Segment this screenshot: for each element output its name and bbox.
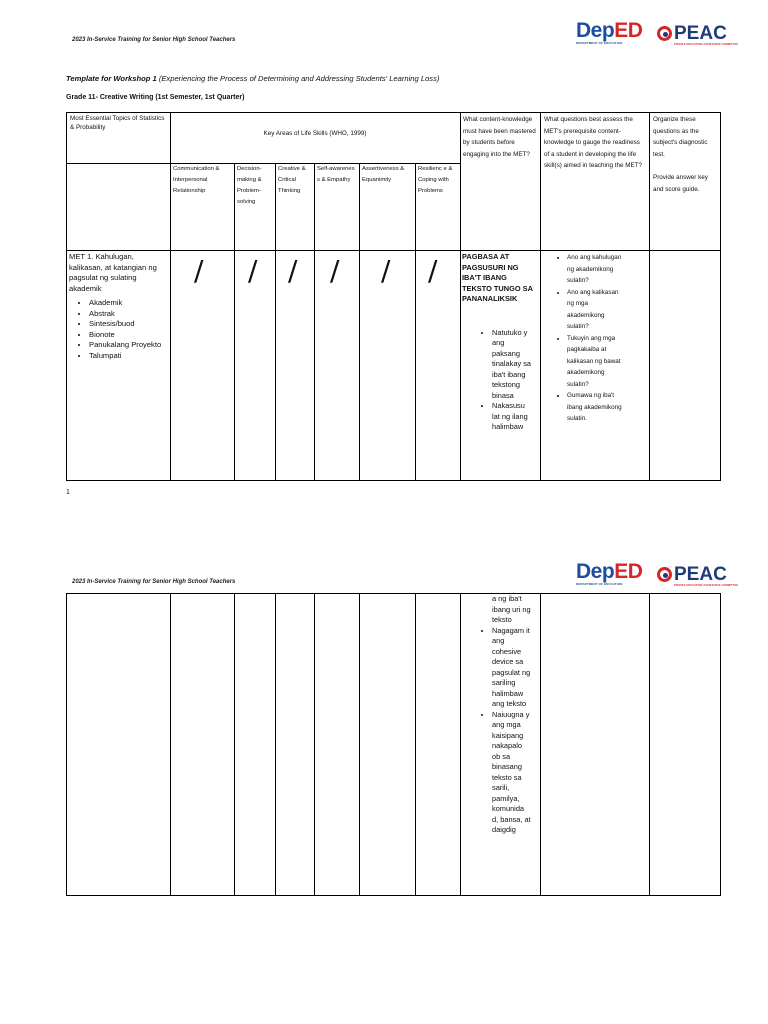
header-organize-1: Organize these questions as the subject's diagnostic test. (653, 116, 708, 158)
document-subtitle: Grade 11- Creative Writing (1st Semester, 1st Quarter) (66, 94, 245, 101)
subarea-creative-thinking: Creative & Critical Thinking (278, 166, 306, 194)
subarea-decision-making: Decision-making & Problem-solving (237, 166, 262, 205)
deped-logo-subtext: DEPARTMENT OF EDUCATION (576, 582, 623, 586)
page1-table (66, 112, 721, 480)
header-organize (653, 114, 717, 195)
peac-logo-text: PEAC (674, 23, 727, 44)
content-list-page2 (462, 626, 532, 836)
met-topic (69, 252, 169, 361)
peac-logo (657, 24, 738, 46)
met-title: MET 1. Kahulugan, kalikasan, at katangian ng pagsulat ng sulating akademik (69, 252, 157, 293)
list-item: • Sintesis/buod (89, 319, 169, 330)
deped-logo-text-2: ED (614, 19, 643, 42)
page-number: 1 (66, 489, 70, 496)
questions-list (542, 252, 625, 425)
slash-mark-creative: / (288, 254, 298, 287)
list-item: • Nakasusu lat ng ilang halimbaw (492, 401, 532, 433)
document-title-paren: (Experiencing the Process of Determining and Addressing Students' Learning Loss) (158, 74, 440, 83)
list-item: • Talumpati (89, 351, 169, 362)
header-key-areas: Key Areas of Life Skills (WHO, 1999) (263, 130, 367, 137)
subarea-communication: Communication & Interpersonal Relationship (173, 166, 220, 194)
content-continuation: a ng iba't ibang uri ng teksto (492, 594, 531, 624)
header-questions: What questions best assess the MET's prerequisite content-knowledge to gauge the readiness of a student in developing the life skill(s) aimed in teaching the MET? (544, 116, 642, 169)
slash-mark-assertiveness: / (381, 254, 391, 287)
page2-header-training-title: 2023 In-Service Training for Senior High School Teachers (72, 579, 236, 585)
deped-logo (576, 20, 642, 45)
peac-logo-subtext: PRIVATE EDUCATION ASSISTANCE COMMITTEE (674, 584, 739, 587)
page2-table (66, 593, 721, 896)
list-item: • Ano ang kalikasan ng mga akademikong sulatin? (567, 287, 625, 333)
content-knowledge-cell-page2 (462, 594, 538, 836)
questions-cell (542, 252, 646, 425)
list-item: • Bionote (89, 330, 169, 341)
subarea-self-awareness: Self-awarenes s & Empathy (317, 166, 355, 183)
peac-logo-subtext: PRIVATE EDUCATION ASSISTANCE COMMITTEE (674, 43, 739, 46)
document-title-main: Template for Workshop 1 (66, 74, 159, 83)
met-list (69, 298, 169, 361)
subarea-resilience: Resilienc e & Coping with Problems (418, 166, 453, 194)
list-item: • Gumawa ng iba't ibang akademikong sulatin. (567, 390, 625, 425)
slash-mark-resilience: / (428, 254, 438, 287)
header-content-knowledge: What content-knowledge must have been mastered by students before engaging into the MET? (463, 116, 536, 158)
deped-logo-subtext: DEPARTMENT OF EDUCATION (576, 41, 623, 45)
deped-logo-text-2: ED (614, 560, 643, 583)
list-item: • Ano ang kahulugan ng akademikong sulatin? (567, 252, 625, 287)
deped-logo-page2 (576, 561, 642, 586)
list-item: • Abstrak (89, 309, 169, 320)
peac-logo-page2 (657, 565, 738, 587)
content-heading: PAGBASA AT PAGSUSURI NG IBA'T IBANG TEKSTO TUNGO SA PANANALIKSIK (462, 252, 533, 303)
content-list (462, 328, 532, 433)
page1-header-training-title: 2023 In-Service Training for Senior High School Teachers (72, 37, 236, 43)
list-item: • Nagagam it ang cohesive device sa pagsulat ng sariling halimbaw ang teksto (492, 626, 532, 710)
list-item: • Akademik (89, 298, 169, 309)
content-knowledge-cell (462, 252, 538, 433)
header-organize-2: Provide answer key and score guide. (653, 174, 708, 193)
slash-mark-self-awareness: / (330, 254, 340, 287)
list-item: • Natutuko y ang paksang tinalakay sa iba't ibang tekstong binasa (492, 328, 532, 402)
list-item: • Panukalang Proyekto (89, 340, 169, 351)
slash-mark-decision: / (248, 254, 258, 287)
peac-logo-icon (657, 26, 672, 41)
deped-logo-text-1: Dep (576, 19, 615, 42)
document-title (66, 74, 439, 83)
list-item: • Naiuugna y ang mga kaisipang nakapalo ob sa binasang teksto sa sarili, pamilya, komunida d, bansa, at daigdig (492, 710, 532, 836)
subarea-assertiveness: Assertiveness & Equanimity (362, 166, 405, 183)
deped-logo-text-1: Dep (576, 560, 615, 583)
list-item: • Tukuyin ang mga pagkakaiba at kalikasan ng bawat akademikong sulatin? (567, 333, 625, 391)
peac-logo-text: PEAC (674, 564, 727, 585)
peac-logo-icon (657, 567, 672, 582)
header-topics: Most Essential Topics of Statistics & Probability (70, 115, 165, 131)
slash-mark-communication: / (194, 254, 204, 287)
